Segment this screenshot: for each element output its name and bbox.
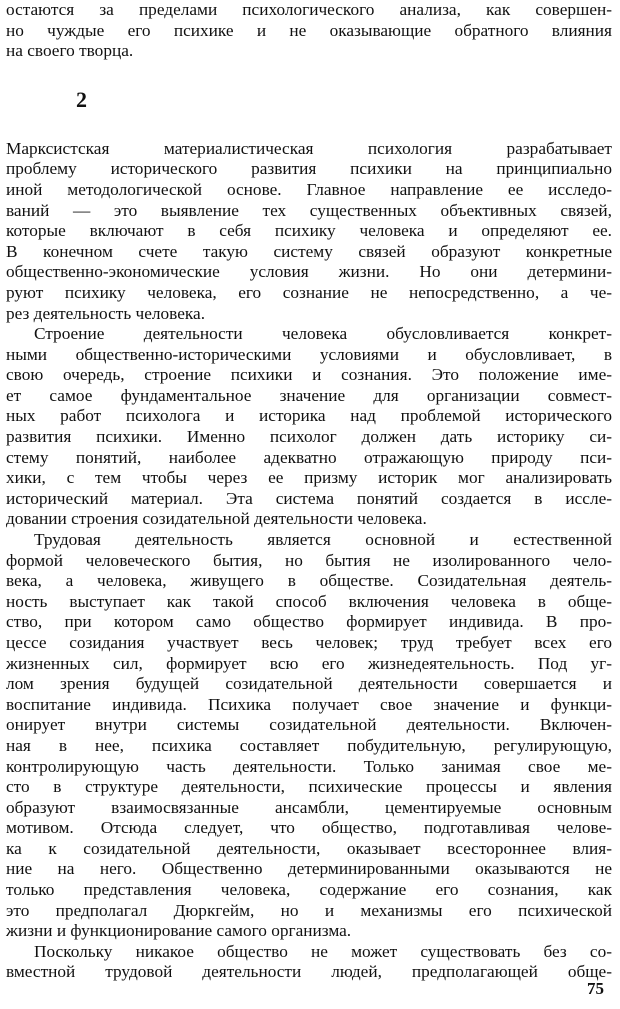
page-number: 75 bbox=[587, 979, 604, 998]
text-line: остаются за пределами психологического анализа, как совершен- bbox=[6, 0, 612, 19]
text-line: развития психики. Именно психолог должен дать историку си- bbox=[6, 427, 612, 447]
text-line: только представления человека, содержание его сознания, как bbox=[6, 880, 612, 900]
text-line: руют психику человека, его сознание не непосредственно, а че- bbox=[6, 282, 612, 302]
text-line: В конечном счете такую систему связей образуют конкретные bbox=[6, 241, 612, 261]
text-line: иной методологической основе. Главное направление ее исследо- bbox=[6, 179, 612, 199]
text-line: исторический материал. Эта система понятий создается в иссле- bbox=[6, 488, 612, 508]
text-line: ваний — это выявление тех существенных объективных связей, bbox=[6, 200, 612, 220]
text-line: Строение деятельности человека обусловливается конкрет- bbox=[34, 324, 612, 344]
text-line: ка к созидательной деятельности, оказывает всестороннее влия- bbox=[6, 838, 612, 858]
text-line: мотивом. Отсюда следует, что общество, подготавливая челове- bbox=[6, 818, 612, 838]
text-line: жизненных сил, формирует всю его жизнедеятельность. Под уг- bbox=[6, 653, 612, 673]
text-line: хики, с тем чтобы через ее призму историк мог анализировать bbox=[6, 468, 612, 488]
text-line: контролирующую часть деятельности. Только занимая свое ме- bbox=[6, 756, 612, 776]
text-line: на своего творца. bbox=[6, 41, 134, 61]
text-line: Поскольку никакое общество не может существовать без со- bbox=[34, 941, 612, 961]
text-line: ность выступает как такой способ включения человека в обще- bbox=[6, 591, 612, 611]
text-line: рез деятельность человека. bbox=[6, 303, 206, 323]
text-line: лом зрения будущей созидательной деятельности совершается и bbox=[6, 674, 612, 694]
text-line: но чуждые его психике и не оказывающие обратного влияния bbox=[6, 20, 612, 40]
text-line: ет самое фундаментальное значение для организации совмест- bbox=[6, 385, 612, 405]
text-line: века, а человека, живущего в обществе. Созидательная деятель- bbox=[6, 571, 612, 591]
text-line: Трудовая деятельность является основной и естественной bbox=[34, 530, 612, 549]
text-line: проблему исторического развития психики на принципиально bbox=[6, 159, 612, 179]
text-line: ние на него. Общественно детерминированными оказываются не bbox=[6, 859, 612, 879]
section-number: 2 bbox=[76, 87, 87, 113]
text-line: жизни и функционирование самого организма. bbox=[6, 921, 352, 941]
text-line: сто в структуре деятельности, психические процессы и явления bbox=[6, 777, 612, 797]
text-line: ных работ психолога и историка над проблемой исторического bbox=[6, 406, 612, 426]
text-line: воспитание индивида. Психика получает свое значение и функци- bbox=[6, 694, 612, 714]
text-line: ными общественно-историческими условиями и обусловливает, в bbox=[6, 344, 612, 364]
text-line: Марксистская материалистическая психология разрабатывает bbox=[6, 138, 612, 158]
text-line: которые включают в себя психику человека и определяют ее. bbox=[6, 221, 612, 241]
text-line: довании строения созидательной деятельности человека. bbox=[6, 509, 427, 529]
text-line: стему понятий, наиболее адекватно отражающую природу пси- bbox=[6, 447, 612, 467]
text-line: образуют взаимосвязанные ансамбли, цементируемые основным bbox=[6, 797, 612, 817]
text-line: формой человеческого бытия, но бытия не изолированного чело- bbox=[6, 550, 612, 570]
text-line: общественно-экономические условия жизни. Но они детермини- bbox=[6, 262, 612, 282]
text-line: вместной трудовой деятельности людей, предполагающей обще- bbox=[6, 962, 612, 982]
text-line: это предполагал Дюркгейм, но и механизмы его психической bbox=[6, 900, 612, 920]
text-line: цессе созидания участвует весь человек; труд требует всех его bbox=[6, 632, 612, 652]
text-line: онирует внутри системы созидательной деятельности. Включен- bbox=[6, 715, 612, 735]
text-line: ство, при котором само общество формирует индивида. В про- bbox=[6, 612, 612, 632]
book-page bbox=[6, 0, 612, 1009]
text-line: свою очередь, строение психики и сознания. Это положение име- bbox=[6, 365, 612, 385]
text-line: ная в нее, психика составляет побудительную, регулирующую, bbox=[6, 735, 612, 755]
